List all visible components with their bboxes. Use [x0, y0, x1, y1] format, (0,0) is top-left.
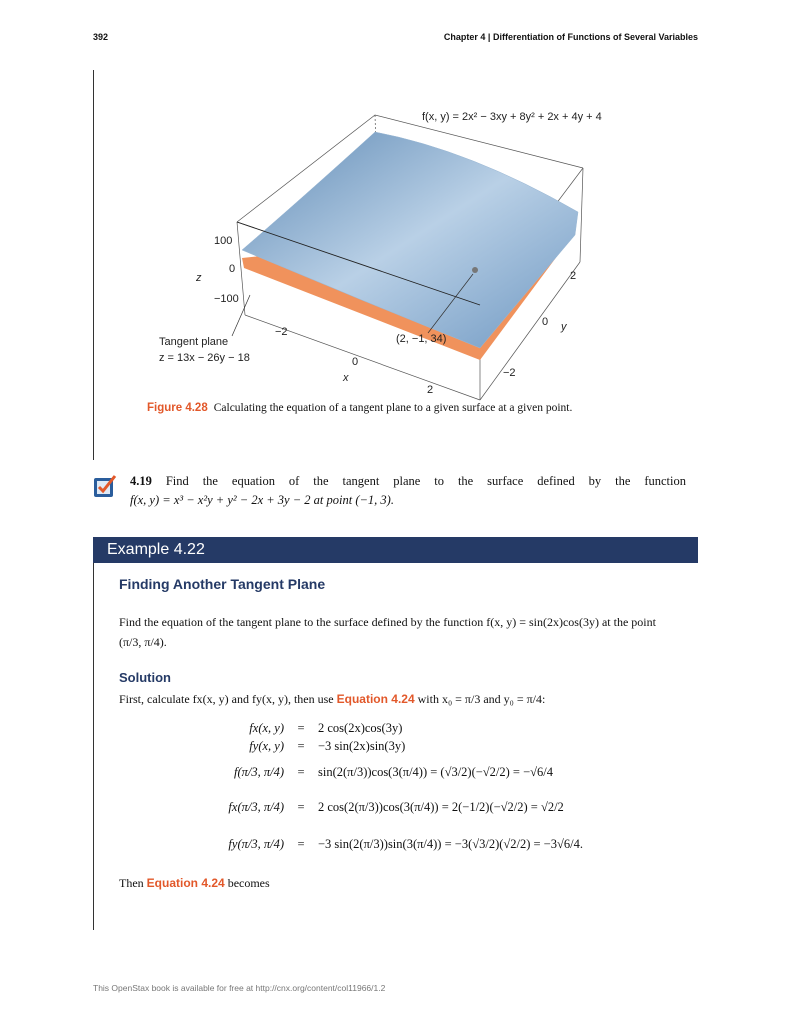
then-text-2: becomes — [227, 876, 270, 890]
solution-heading: Solution — [119, 670, 171, 685]
intro-text-2: with x₀ = π/3 and y₀ = π/4: — [417, 692, 546, 706]
problem-line-2: (π/3, π/4). — [119, 635, 167, 649]
tangent-point-marker — [472, 267, 478, 273]
eq-rhs: 2 cos(2(π/3))cos(3(π/4)) = 2(−1/2)(−√2/2) = √2/2 — [318, 799, 564, 814]
then-text: Then — [119, 876, 144, 890]
figure-number: Figure 4.28 — [147, 402, 208, 414]
footer-note: This OpenStax book is available for free at http://cnx.org/content/col11966/1.2 — [93, 983, 386, 993]
equation-4-24-link[interactable]: Equation 4.24 — [336, 692, 415, 706]
eq-rhs: −3 sin(2(π/3))sin(3(π/4)) = −3(√3/2)(√2/2) = −3√6/4. — [318, 836, 583, 851]
tangent-plane-label: Tangent plane — [159, 336, 229, 348]
example-margin-rule — [93, 563, 94, 930]
intro-text: First, calculate fx(x, y) and fy(x, y), then use — [119, 692, 334, 706]
y-axis-label: y — [561, 321, 567, 333]
eq-rhs: 2 cos(2x)cos(3y) — [318, 720, 403, 735]
caption-text: Calculating the equation of a tangent plane to a given surface at a given point. — [213, 402, 573, 414]
equation-row: f(π/3, π/4) = sin(2(π/3))cos(3(π/4)) = (√3/2)(−√2/2) = −√6/4 — [233, 764, 553, 779]
exercise-function: f(x, y) = x³ − x²y + y² − 2x + 3y − 2 at point (−1, 3). — [130, 493, 394, 507]
eq-lhs: fy(π/3, π/4) — [228, 836, 284, 851]
y-tick-0: 0 — [542, 316, 549, 328]
exercise-text: Find the equation of the tangent plane to the surface defined by the function — [165, 474, 686, 488]
z-axis-label: z — [196, 272, 202, 284]
problem-line-1: Find the equation of the tangent plane to the surface defined by the function f(x, y) = sin(2x)cos(3y) at the point — [119, 615, 656, 629]
z-tick-100: 100 — [214, 235, 233, 247]
example-header-bar: Example 4.22 — [93, 537, 698, 563]
equation-row: fy(π/3, π/4) = −3 sin(2(π/3))sin(3(π/4)) = −3(√3/2)(√2/2) = −3√6/4. — [228, 836, 583, 851]
x-tick-0: 0 — [352, 356, 359, 368]
exercise-number: 4.19 — [130, 474, 152, 488]
eq-lhs: fy(x, y) — [249, 738, 284, 753]
eq-rhs: −3 sin(2x)sin(3y) — [318, 738, 406, 753]
then-line — [119, 873, 689, 893]
solution-intro — [119, 689, 689, 709]
margin-rule — [93, 70, 94, 460]
z-tick-neg100: −100 — [214, 293, 239, 305]
x-tick-neg2: −2 — [275, 326, 288, 338]
example-title: Finding Another Tangent Plane — [119, 576, 326, 592]
function-label: f(x, y) = 2x² − 3xy + 8y² + 2x + 4y + 4 — [422, 111, 602, 123]
exercise-4-19 — [130, 472, 686, 510]
equation-row: fx(π/3, π/4) = 2 cos(2(π/3))cos(3(π/4)) = 2(−1/2)(−√2/2) = √2/2 — [228, 799, 564, 814]
function-surface — [242, 132, 578, 348]
x-axis-label: x — [343, 372, 349, 384]
point-label: (2, −1, 34) — [396, 333, 447, 345]
y-tick-2: 2 — [570, 270, 577, 282]
eq-lhs: f(π/3, π/4) — [233, 764, 284, 779]
eq-rhs: sin(2(π/3))cos(3(π/4)) = (√3/2)(−√2/2) = −√6/4 — [318, 764, 553, 779]
figure-3d-plot — [100, 95, 700, 405]
equation-row: fx(x, y) = 2 cos(2x)cos(3y) — [249, 720, 403, 735]
eq-lhs: fx(x, y) — [249, 720, 284, 735]
equation-row: fy(x, y) = −3 sin(2x)sin(3y) — [249, 738, 406, 753]
x-tick-2: 2 — [427, 384, 434, 396]
chapter-header: Chapter 4 | Differentiation of Functions of Several Variables — [443, 32, 698, 42]
eq-lhs: fx(π/3, π/4) — [228, 799, 284, 814]
equation-4-24-link-2[interactable]: Equation 4.24 — [146, 876, 225, 890]
checkmark-exercise-icon — [93, 474, 117, 498]
tangent-plane-equation: z = 13x − 26y − 18 — [159, 352, 250, 364]
y-tick-neg2: −2 — [503, 367, 516, 379]
page-number: 392 — [93, 32, 109, 42]
figure-caption — [147, 402, 572, 414]
z-tick-0: 0 — [229, 263, 236, 275]
